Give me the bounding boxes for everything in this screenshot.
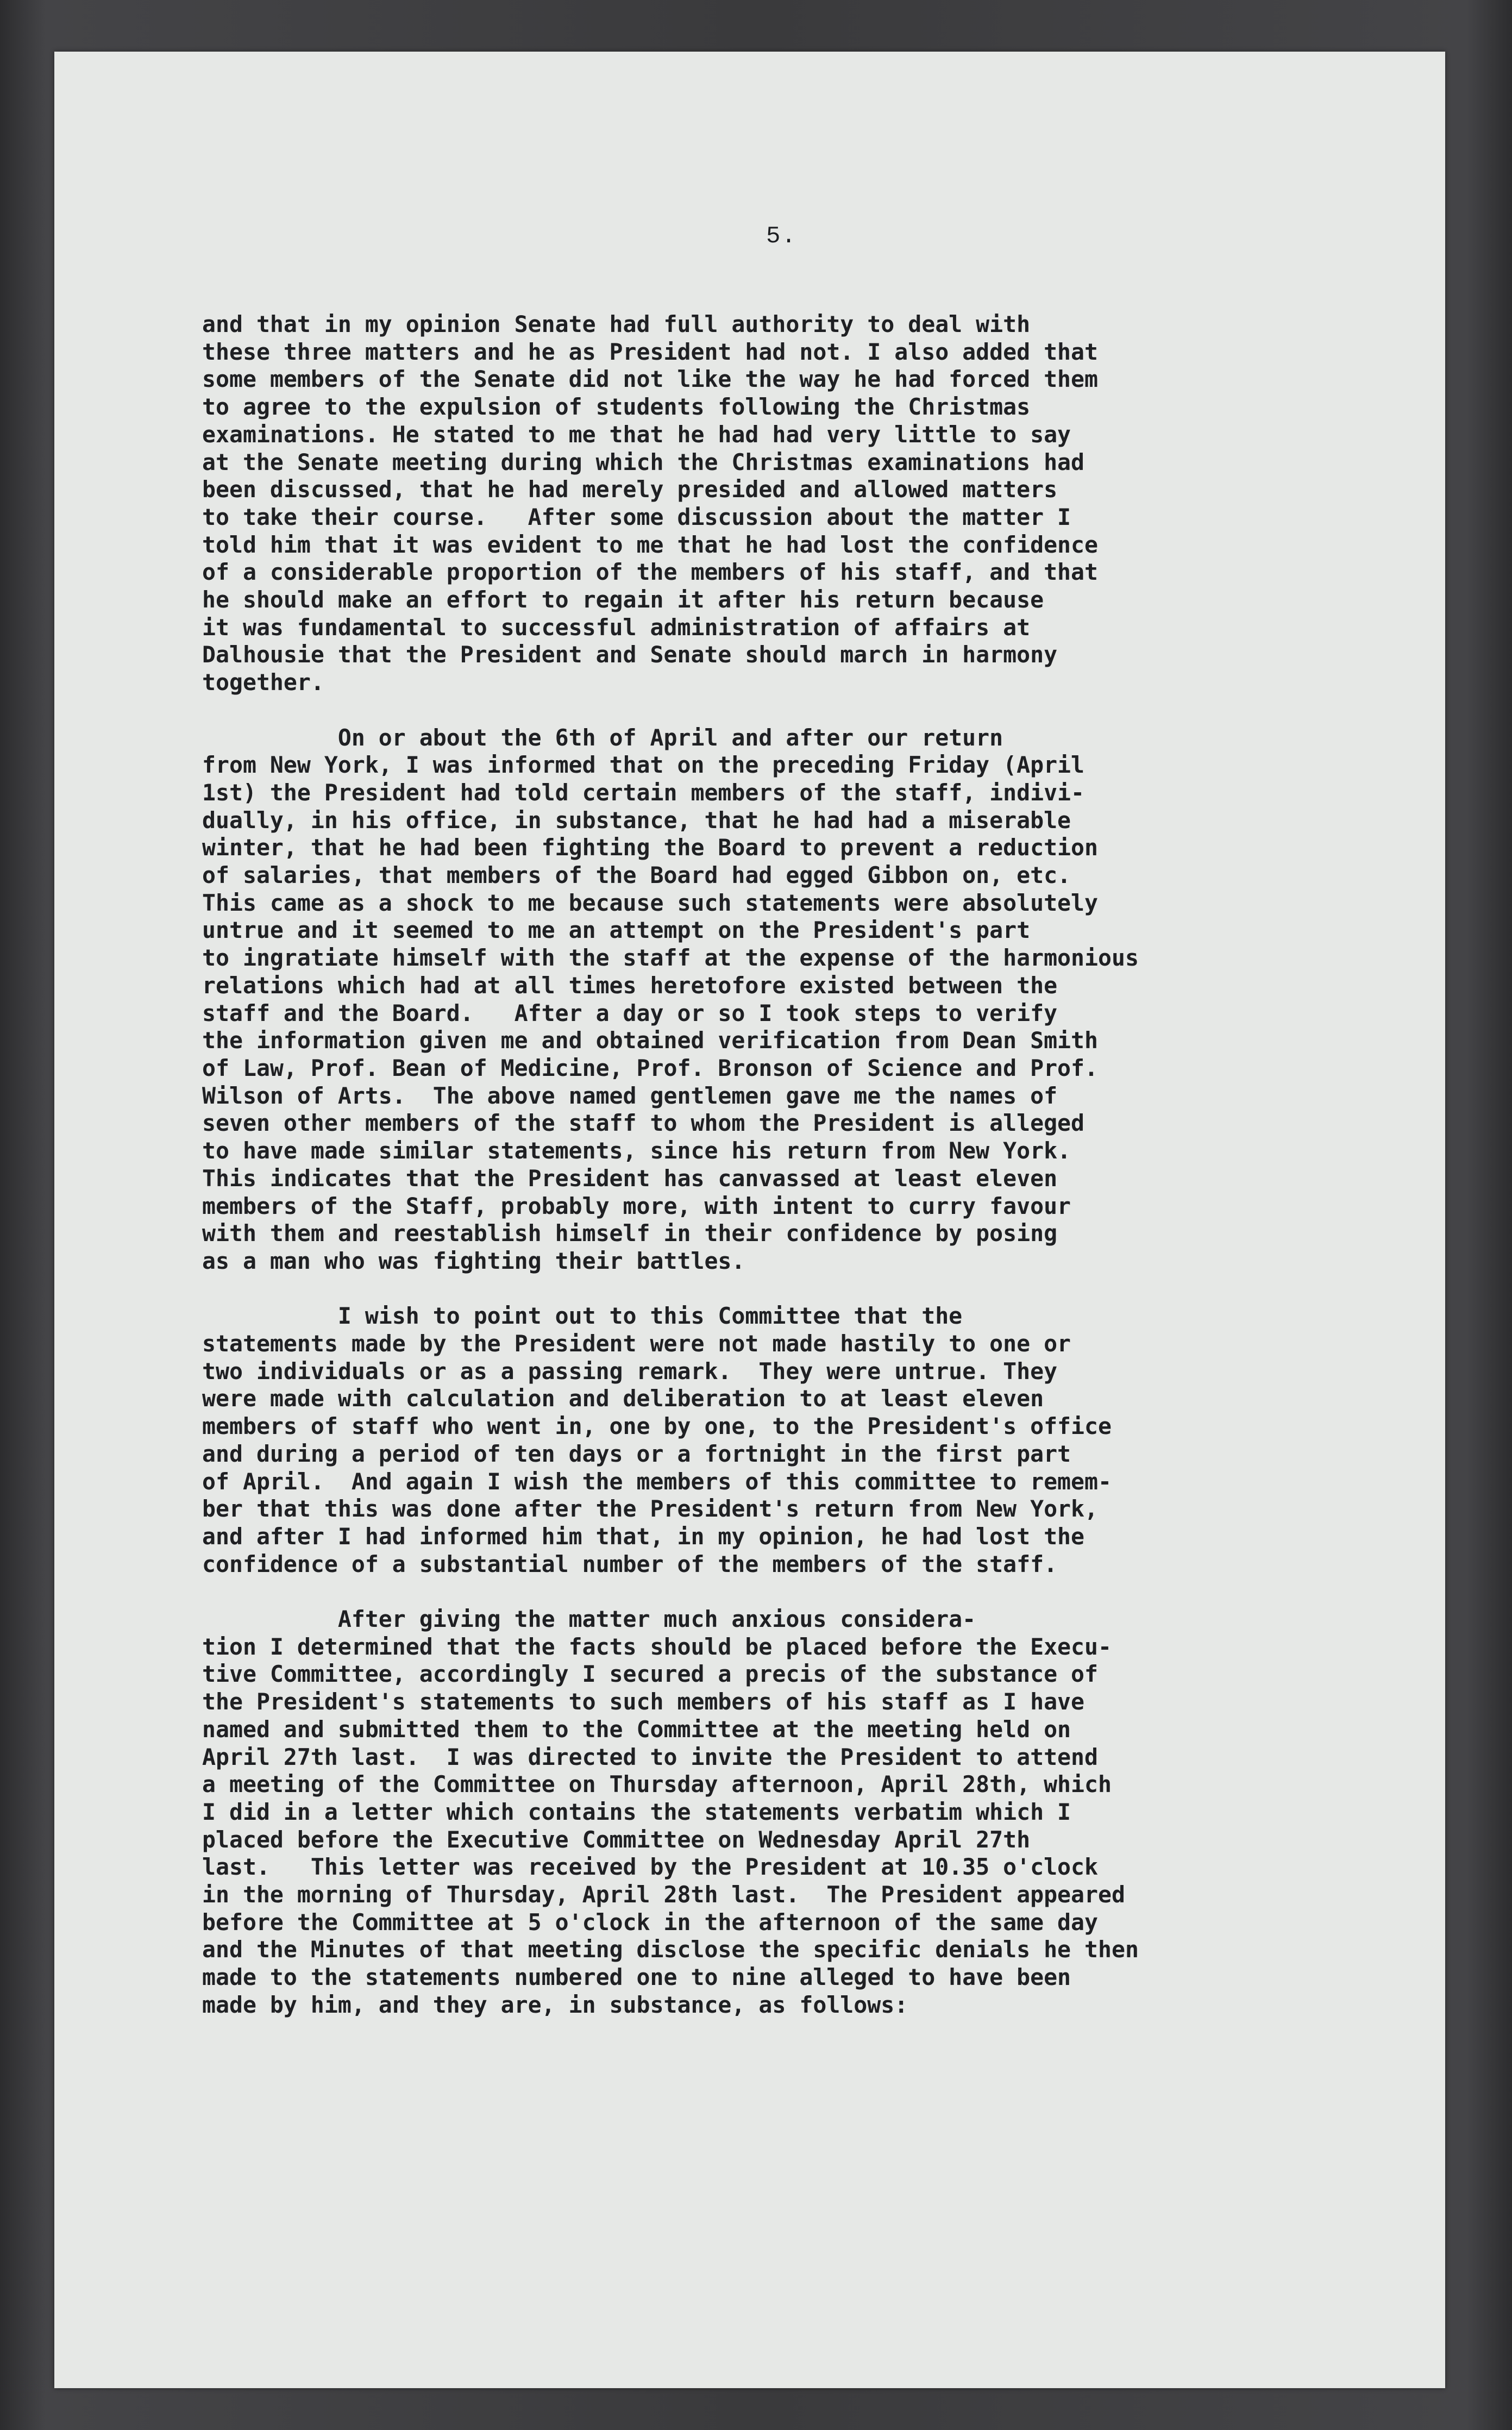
text-line: to agree to the expulsion of students following the Christmas: [202, 393, 1031, 421]
text-line: made by him, and they are, in substance, as follows:: [202, 1991, 908, 2018]
text-line: This came as a shock to me because such statements were absolutely: [202, 889, 1099, 916]
text-line: told him that it was evident to me that he had lost the confidence: [202, 531, 1099, 558]
text-line: to have made similar statements, since his return from New York.: [202, 1137, 1071, 1164]
text-line: before the Committee at 5 o'clock in the afternoon of the same day: [202, 1908, 1099, 1936]
text-line: ber that this was done after the President's return from New York,: [202, 1495, 1099, 1523]
text-line: at the Senate meeting during which the Christmas examinations had: [202, 448, 1085, 475]
text-line: of Law, Prof. Bean of Medicine, Prof. Bronson of Science and Prof.: [202, 1054, 1099, 1081]
text-line: and after I had informed him that, in my opinion, he had lost the: [202, 1523, 1085, 1550]
text-line: the President's statements to such members of his staff as I have: [202, 1688, 1085, 1715]
text-line: winter, that he had been fighting the Board to prevent a reduction: [202, 834, 1099, 861]
text-line: named and submitted them to the Committee at the meeting held on: [202, 1715, 1071, 1743]
text-line: of April. And again I wish the members of this committee to remem-: [202, 1468, 1112, 1495]
text-line: This indicates that the President has canvassed at least eleven: [202, 1164, 1058, 1192]
text-line: together.: [202, 669, 324, 696]
text-line: tive Committee, accordingly I secured a precis of the substance of: [202, 1661, 1099, 1688]
text-line: he should make an effort to regain it after his return because: [202, 586, 1044, 613]
text-line: I did in a letter which contains the statements verbatim which I: [202, 1798, 1071, 1825]
text-line: a meeting of the Committee on Thursday afternoon, April 28th, which: [202, 1771, 1112, 1798]
text-line: last. This letter was received by the President at 10.35 o'clock: [202, 1853, 1099, 1881]
page-number: 5.: [766, 223, 797, 250]
text-line: of a considerable proportion of the members of his staff, and that: [202, 559, 1099, 586]
text-line: seven other members of the staff to whom the President is alleged: [202, 1110, 1085, 1137]
text-line: as a man who was fighting their battles.: [202, 1247, 745, 1274]
text-line: were made with calculation and deliberation to at least eleven: [202, 1385, 1044, 1412]
document-body: [202, 311, 1354, 2019]
text-line: and that in my opinion Senate had full authority to deal with: [202, 311, 1031, 337]
text-line: [202, 1578, 216, 1605]
text-line: On or about the 6th of April and after our return: [202, 724, 1003, 751]
text-line: been discussed, that he had merely presided and allowed matters: [202, 476, 1058, 503]
text-line: to ingratiate himself with the staff at the expense of the harmonious: [202, 944, 1139, 972]
text-line: some members of the Senate did not like the way he had forced them: [202, 366, 1099, 393]
text-line: of salaries, that members of the Board had egged Gibbon on, etc.: [202, 862, 1071, 889]
text-line: two individuals or as a passing remark. They were untrue. They: [202, 1357, 1058, 1385]
text-line: dually, in his office, in substance, that he had had a miserable: [202, 806, 1071, 834]
text-line: with them and reestablish himself in their confidence by posing: [202, 1220, 1058, 1247]
text-line: members of staff who went in, one by one, to the President's office: [202, 1413, 1112, 1440]
text-line: made to the statements numbered one to nine alleged to have been: [202, 1964, 1071, 1991]
text-line: April 27th last. I was directed to invite the President to attend: [202, 1743, 1099, 1770]
text-line: 1st) the President had told certain members of the staff, indivi-: [202, 779, 1085, 806]
text-line: relations which had at all times heretofore existed between the: [202, 972, 1058, 999]
text-line: placed before the Executive Committee on Wednesday April 27th: [202, 1826, 1031, 1853]
text-line: it was fundamental to successful administration of affairs at: [202, 613, 1031, 641]
text-line: members of the Staff, probably more, with intent to curry favour: [202, 1192, 1071, 1219]
text-line: tion I determined that the facts should be placed before the Execu-: [202, 1633, 1112, 1660]
text-line: untrue and it seemed to me an attempt on the President's part: [202, 917, 1031, 944]
text-line: in the morning of Thursday, April 28th last. The President appeared: [202, 1881, 1125, 1908]
text-line: staff and the Board. After a day or so I took steps to verify: [202, 999, 1058, 1026]
text-line: After giving the matter much anxious considera-: [202, 1606, 976, 1633]
text-line: Dalhousie that the President and Senate should march in harmony: [202, 641, 1058, 668]
text-line: [202, 1275, 216, 1302]
text-line: [202, 697, 216, 723]
text-line: confidence of a substantial number of the members of the staff.: [202, 1550, 1058, 1577]
text-line: statements made by the President were not made hastily to one or: [202, 1330, 1071, 1357]
text-line: from New York, I was informed that on the preceding Friday (April: [202, 751, 1085, 779]
text-line: and the Minutes of that meeting disclose the specific denials he then: [202, 1936, 1139, 1963]
text-line: I wish to point out to this Committee that the: [202, 1302, 963, 1330]
text-line: the information given me and obtained verification from Dean Smith: [202, 1027, 1099, 1054]
text-line: to take their course. After some discussion about the matter I: [202, 503, 1071, 530]
text-line: these three matters and he as President had not. I also added that: [202, 338, 1099, 365]
text-line: Wilson of Arts. The above named gentlemen gave me the names of: [202, 1082, 1058, 1109]
text-line: and during a period of ten days or a fortnight in the first part: [202, 1440, 1071, 1467]
text-line: examinations. He stated to me that he had had very little to say: [202, 421, 1071, 448]
